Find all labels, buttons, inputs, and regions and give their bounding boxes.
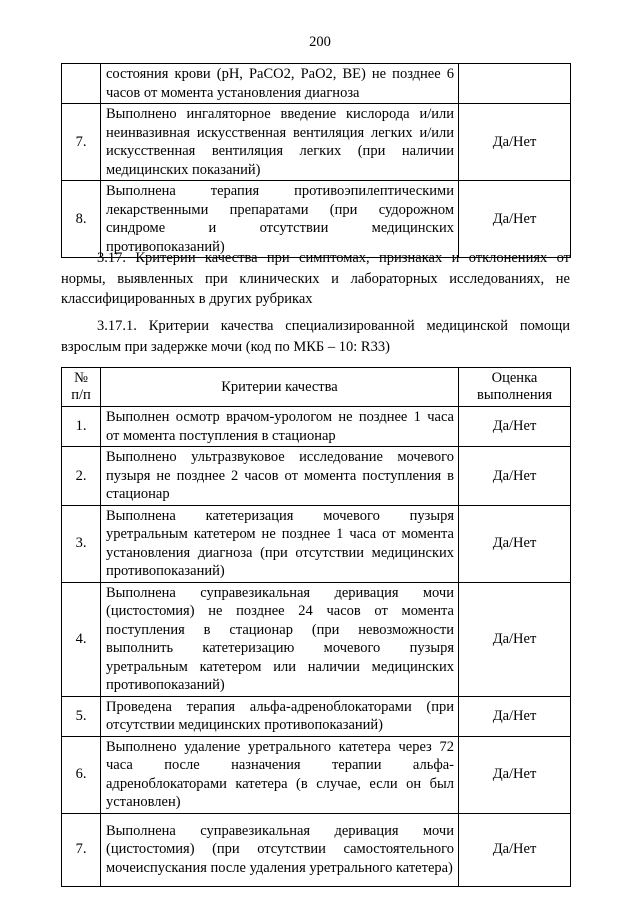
table-row: [62, 582, 571, 696]
assessment-value: Да/Нет: [459, 407, 571, 447]
column-header-criteria: Критерии качества: [101, 368, 459, 407]
criterion-text: Выполнена терапия противоэпилептическими лекарственными препаратами (при судорожном синдроме и отсутствии медицинских противопоказаний): [101, 181, 459, 258]
assessment-value: Да/Нет: [459, 696, 571, 736]
criteria-table-continued: [61, 63, 571, 258]
subsection-heading: 3.17.1. Критерии качества специализированной медицинской помощи взрослым при задержке мочи (код по МКБ – 10: R33): [61, 318, 570, 355]
assessment-value: Да/Нет: [459, 505, 571, 582]
table-row: [62, 64, 571, 104]
column-header-assessment: Оценка выполнения: [459, 368, 571, 407]
criterion-text: Проведена терапия альфа-адреноблокаторами (при отсутствии медицинских противопоказаний): [101, 696, 459, 736]
section-heading: 3.17. Критерии качества при симптомах, признаках и отклонениях от нормы, выявленных при клинических и лабораторных исследованиях, не классифицированных в других рубриках: [61, 250, 570, 307]
criterion-text: Выполнена катетеризация мочевого пузыря уретральным катетером не позднее 1 часа от момента установления диагноза (при отсутствии медицинских противопоказаний): [101, 505, 459, 582]
row-number: 7.: [62, 813, 101, 886]
assessment-value: Да/Нет: [459, 813, 571, 886]
row-number: 5.: [62, 696, 101, 736]
row-number: 8.: [62, 181, 101, 258]
row-number: 6.: [62, 736, 101, 813]
criteria-table: [61, 367, 571, 887]
assessment-value: Да/Нет: [459, 447, 571, 506]
row-number: 1.: [62, 407, 101, 447]
assessment-value: Да/Нет: [459, 582, 571, 696]
assessment-value: Да/Нет: [459, 104, 571, 181]
row-number: 2.: [62, 447, 101, 506]
table-row: [62, 447, 571, 506]
table-row: [62, 104, 571, 181]
row-number: 4.: [62, 582, 101, 696]
assessment-value: Да/Нет: [459, 181, 571, 258]
row-number: 7.: [62, 104, 101, 181]
column-header-number: № п/п: [62, 368, 101, 407]
row-number: [62, 64, 101, 104]
table-row: [62, 736, 571, 813]
criterion-text: Выполнено ингаляторное введение кислорода и/или неинвазивная искусственная вентиляция легких и/или искусственная вентиляция легких (при наличии медицинских показаний): [101, 104, 459, 181]
criterion-text: Выполнена суправезикальная деривация мочи (цистостомия) не позднее 24 часов от момента поступления в стационар (при невозможности выполнить катетеризацию мочевого пузыря уретральным катетером или наличии медицинских противопоказаний): [101, 582, 459, 696]
row-number: 3.: [62, 505, 101, 582]
criterion-text: Выполнено удаление уретрального катетера через 72 часа после назначения терапии альфа-адреноблокаторами катетера (в случае, если он был установлен): [101, 736, 459, 813]
assessment-value: Да/Нет: [459, 736, 571, 813]
table-row: [62, 813, 571, 886]
criterion-text: Выполнена суправезикальная деривация мочи (цистостомия) (при отсутствии самостоятельного мочеиспускания после удаления уретрального катетера): [101, 813, 459, 886]
criterion-text: состояния крови (pH, PaCO2, PaO2, BE) не позднее 6 часов от момента установления диагноза: [101, 64, 459, 104]
table-header-row: [62, 368, 571, 407]
table-row: [62, 181, 571, 258]
table-row: [62, 407, 571, 447]
criterion-text: Выполнен осмотр врачом-урологом не позднее 1 часа от момента поступления в стационар: [101, 407, 459, 447]
table-row: [62, 696, 571, 736]
criterion-text: Выполнено ультразвуковое исследование мочевого пузыря не позднее 2 часов от момента поступления в стационар: [101, 447, 459, 506]
table-row: [62, 505, 571, 582]
assessment-value: [459, 64, 571, 104]
page-number: 200: [309, 34, 331, 50]
